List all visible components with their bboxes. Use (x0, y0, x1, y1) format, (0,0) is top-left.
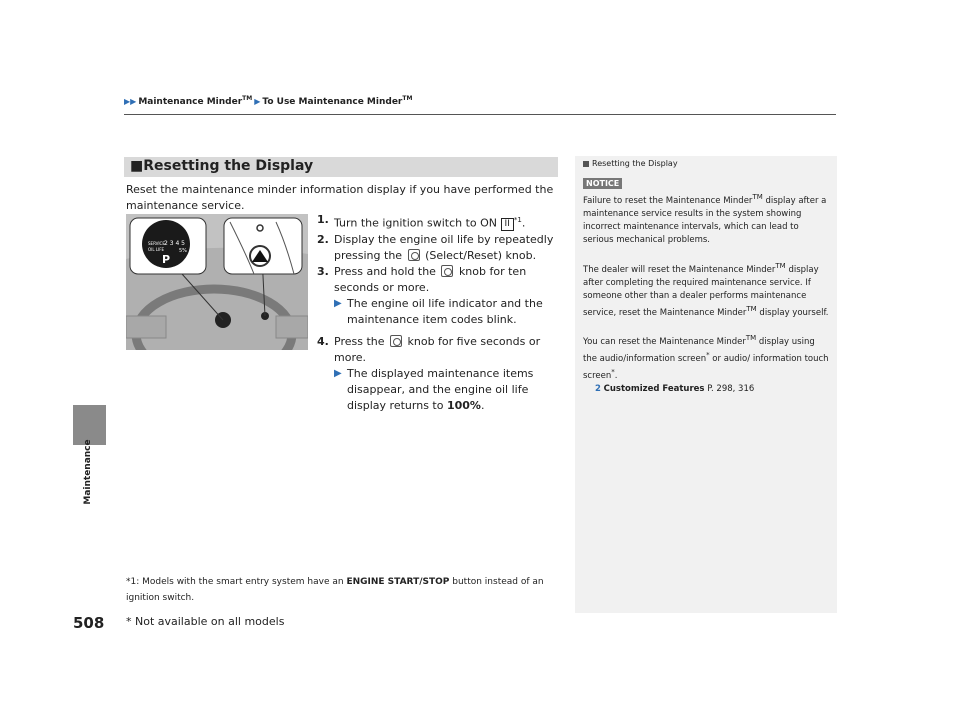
ignition-on-symbol: II (501, 218, 514, 231)
customized-features-link[interactable]: 2 Customized Features P. 298, 316 (595, 383, 755, 394)
result-arrow-icon: ▶ (334, 367, 342, 379)
steps-list (317, 212, 563, 414)
notice-badge: NOTICE (583, 178, 622, 189)
cluster-maintenance-codes: 2 3 4 5 (164, 240, 185, 247)
cluster-label-oil-life: OIL LIFE (148, 247, 165, 252)
page-number: 508 (73, 614, 105, 632)
step-3: 3. Press and hold the knob for ten seconds or more. (317, 264, 527, 294)
select-reset-knob-icon (408, 249, 420, 261)
dealer-paragraph: The dealer will reset the Maintenance Minder™ display after completing the required maintenance service. If someone other than a dealer performs maintenance service, reset the Maintenance Minder™ display yourself. (583, 261, 829, 318)
square-bullet-icon: ■ (130, 158, 144, 174)
self-reset-paragraph: You can reset the Maintenance Minder™ display using the audio/information screen* or audio/ information touch screen*. (583, 334, 829, 381)
step-3-result: ▶ The engine oil life indicator and the maintenance item codes blink. (334, 296, 543, 326)
dashboard-illustration (126, 214, 308, 350)
sidebar-notes (575, 156, 837, 613)
availability-footnote: * Not available on all models (126, 615, 285, 628)
section-title: ■Resetting the Display (130, 158, 314, 174)
breadcrumb-arrow-icon: ▶▶ (124, 96, 137, 106)
note-marker-icon (583, 161, 589, 167)
step-2: 2. Display the engine oil life by repeatedly pressing the (Select/Reset) knob. (317, 232, 554, 262)
dashboard-drawing (126, 214, 308, 350)
cluster-label-service: SERVICE (148, 241, 165, 246)
breadcrumb-item-to-use[interactable]: To Use Maintenance Minder™ (262, 95, 413, 107)
cross-reference-icon: 2 (595, 383, 601, 394)
cluster-gear-indicator: P (162, 253, 171, 266)
select-reset-knob-icon (441, 265, 453, 277)
select-reset-knob-icon (390, 335, 402, 347)
step-4: 4. Press the knob for five seconds or more. (317, 334, 541, 364)
chapter-label: Maintenance (83, 439, 93, 505)
intro-paragraph: Reset the maintenance minder information display if you have performed the maintenance service. (126, 183, 554, 212)
header-divider (124, 114, 836, 115)
notice-paragraph: Failure to reset the Maintenance Minder™ display after a maintenance service results in the system showing incorrect maintenance intervals, which can lead to serious mechanical problems. (583, 193, 827, 245)
section-heading (124, 157, 558, 177)
step-4-result: ▶ The displayed maintenance items disappear, and the engine oil life display returns to 100%. (334, 366, 534, 412)
breadcrumb-arrow-icon: ▶ (254, 96, 261, 106)
sidebar-body (583, 191, 829, 396)
breadcrumb-item-maintenance-minder[interactable]: Maintenance Minder™ (138, 95, 253, 107)
ignition-footnote: *1: Models with the smart entry system have an ENGINE START/STOP button instead of an ignition switch. (126, 577, 544, 603)
sidebar-title: Resetting the Display (583, 159, 678, 168)
result-arrow-icon: ▶ (334, 297, 342, 309)
step-1: 1. Turn the ignition switch to ON II $^{*1}$. (317, 213, 526, 230)
breadcrumb (124, 95, 412, 107)
cluster-oil-percent: 5% (179, 248, 187, 254)
